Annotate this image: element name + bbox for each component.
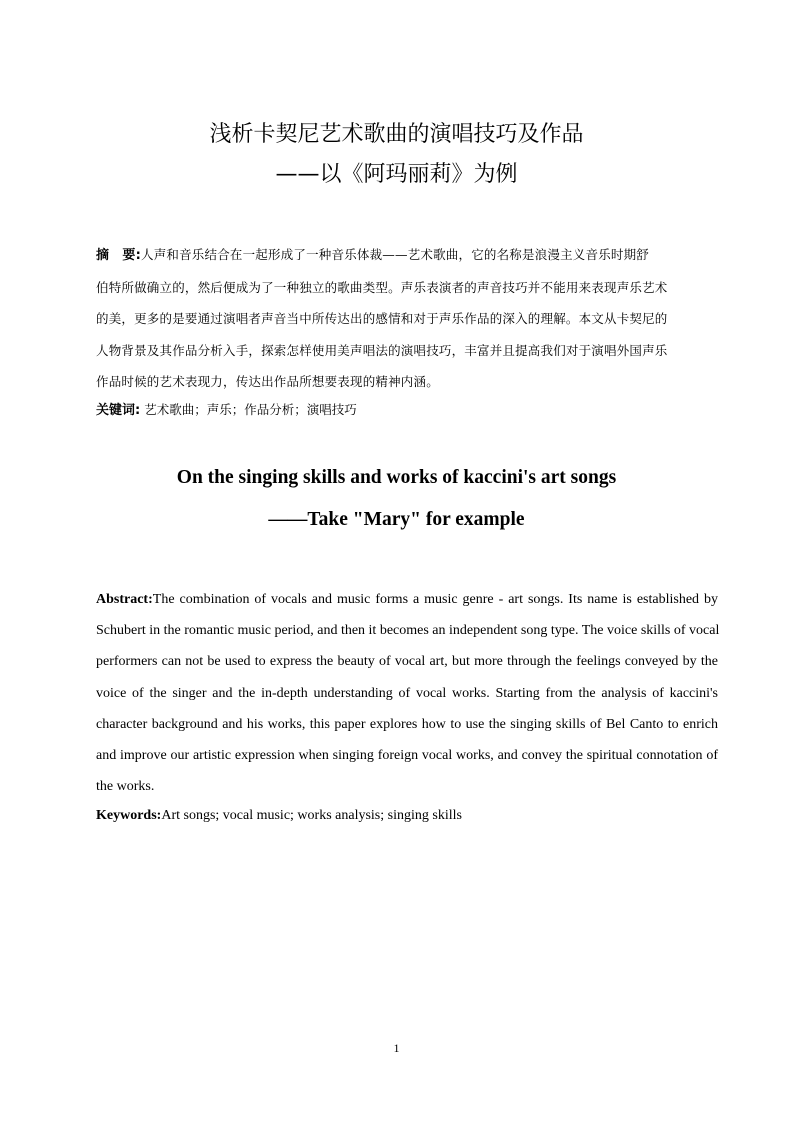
chinese-title-line-1: 浅析卡契尼艺术歌曲的演唱技巧及作品 [209, 122, 584, 147]
english-keywords-text: Art songs; vocal music; works analysis; singing skills [161, 808, 462, 823]
chinese-keywords-text: 艺术歌曲；声乐；作品分析；演唱技巧 [144, 402, 357, 417]
english-title-line-1: On the singing skills and works of kaccini's art songs [176, 467, 617, 488]
english-abstract [96, 584, 718, 802]
chinese-abstract-line: 人物背景及其作品分析入手，探索怎样使用美声唱法的演唱技巧，丰富并且提高我们对于演唱外国声乐 [96, 342, 668, 358]
chinese-abstract-line: 的美，更多的是要通过演唱者声音当中所传达出的感情和对于声乐作品的深入的理解。本文从卡契尼的 [96, 311, 668, 326]
english-abstract-line: Abstract:The combination of vocals and music forms a music genre - art songs. Its name is established by [96, 592, 718, 607]
chinese-keywords-label: 关键词: [96, 403, 141, 418]
chinese-abstract-label: 摘 要: [96, 248, 141, 263]
chinese-abstract-line: 作品时候的艺术表现力，传达出作品所想要表现的精神内涵。 [96, 374, 439, 389]
chinese-keywords [96, 398, 357, 423]
english-abstract-line: voice of the singer and the in-depth understanding of vocal works. Starting from the analysis of kaccini's [96, 685, 718, 701]
chinese-title-line-2: ——以《阿玛丽莉》为例 [275, 162, 518, 187]
english-title-line-2: ——Take "Mary" for example [268, 509, 525, 530]
english-abstract-line: the works. [96, 779, 155, 795]
english-abstract-line: Schubert in the romantic music period, and then it becomes an independent song type. The voice skills of vocal [96, 623, 720, 639]
english-abstract-line: performers can not be used to express the beauty of vocal art, but more through the feelings conveyed by the [96, 654, 718, 670]
english-keywords [96, 804, 462, 828]
chinese-abstract [96, 239, 718, 398]
english-abstract-line: and improve our artistic expression when singing foreign vocal works, and convey the spiritual connotation of [96, 748, 718, 764]
chinese-abstract-line: 摘 要:人声和音乐结合在一起形成了一种音乐体裁——艺术歌曲，它的名称是浪漫主义音乐时期舒 [96, 247, 650, 263]
english-keywords-label: Keywords: [96, 808, 162, 823]
english-abstract-label: Abstract: [96, 592, 153, 607]
english-abstract-line: character background and his works, this paper explores how to use the singing skills of Bel Canto to enrich [96, 716, 718, 732]
page-number: 1 [393, 1041, 400, 1055]
chinese-abstract-line: 伯特所做确立的，然后便成为了一种独立的歌曲类型。声乐表演者的声音技巧并不能用来表现声乐艺术 [96, 279, 668, 295]
